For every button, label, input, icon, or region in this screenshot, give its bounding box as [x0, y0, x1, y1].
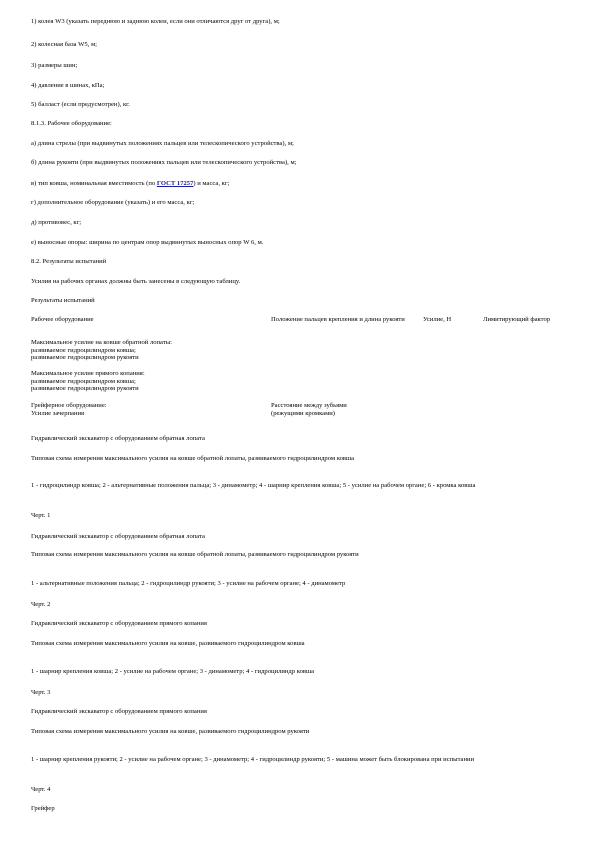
- param-track-width: 1) колея W3 (указать переднюю и заднюю колеи, если они отличаются друг от друга), м;: [31, 18, 280, 25]
- table-cell-force: [423, 402, 483, 417]
- table-cell-position: Расстояние между зубьями (режущими кромками): [271, 402, 347, 417]
- figure-3-caption: 1 - шарнир крепления ковша; 2 - усилие на рабочем органе; 3 - динамометр; 4 - гидроцилиндр ковша: [31, 668, 315, 675]
- param-extra-equipment: г) дополнительное оборудование (указать) и его масса, кг;: [31, 199, 195, 206]
- figure-4-title: Типовая схема измерения максимального усилия на ковше, развиваемого гидроцилиндром рукояти: [31, 728, 310, 735]
- table-cell-equipment: Максимальное усилие на ковше обратной лопаты: развиваемое гидроцилиндром ковша; развиваемое гидроцилиндром рукояти: [31, 339, 172, 361]
- param-wheelbase: 2) колесная база W5, м;: [31, 41, 97, 48]
- param-arm-length: б) длина рукояти (при выдвинутых положениях пальцев или телескопического устройства), м;: [31, 159, 297, 166]
- figure-4-heading: Гидравлический экскаватор с оборудованием прямого копания: [31, 708, 207, 715]
- section-heading-equipment: 8.1.3. Рабочее оборудование:: [31, 120, 112, 127]
- bucket-type-text: в) тип ковша, номинальная вместимость (по: [31, 180, 157, 187]
- figure-4-label: Черт. 4: [31, 786, 51, 793]
- table-row: [31, 402, 571, 417]
- table-cell-limiting-factor: [483, 338, 571, 370]
- table-row: [31, 338, 571, 370]
- bucket-type-text-end: ) и масса, кг;: [193, 180, 230, 187]
- param-boom-length: а) длина стрелы (при выдвинутых положениях пальцев или телескопического устройства), м;: [31, 140, 294, 147]
- param-bucket-type: [31, 180, 575, 188]
- results-table-title: Результаты испытаний: [31, 297, 95, 304]
- figure-2-caption: 1 - альтернативные положения пальца; 2 - гидроцилиндр рукояти; 3 - усилие на рабочем органе; 4 - динамометр: [31, 580, 346, 587]
- grab-heading: Грейфер: [31, 805, 55, 812]
- figure-4-caption: 1 - шарнир крепления рукояти; 2 - усилие на рабочем органе; 3 - динамометр; 4 - гидроцилиндр рукояти; 5 - машина может быть блокирована при испытании: [31, 756, 475, 763]
- section-heading-results: 8.2. Результаты испытаний: [31, 258, 107, 265]
- param-tire-size: 3) размеры шин;: [31, 62, 78, 69]
- table-header-limiting-factor: Лимитирующий фактор: [483, 316, 551, 323]
- param-tire-pressure: 4) давление в шинах, кПа;: [31, 82, 105, 89]
- table-cell-equipment: Грейферное оборудование: Усилие зачерпания: [31, 402, 107, 417]
- param-ballast: 5) балласт (если предусмотрен), кг.: [31, 101, 130, 108]
- param-counterweight: д) противовес, кг;: [31, 219, 82, 226]
- figure-1-heading: Гидравлический экскаватор с оборудованием обратная лопата: [31, 435, 205, 442]
- table-cell-position: [271, 370, 423, 402]
- figure-3-label: Черт. 3: [31, 689, 51, 696]
- table-row: [31, 370, 571, 402]
- table-cell-force: [423, 370, 483, 402]
- param-outriggers: е) выносные опоры: ширина по центрам опор выдвинутых выносных опор W 6, м.: [31, 239, 264, 246]
- figure-2-label: Черт. 2: [31, 601, 51, 608]
- figure-1-caption: 1 - гидроцилиндр ковша; 2 - альтернативные положения пальца; 3 - динамометр; 4 - шарнир крепления ковша; 5 - усилие на рабочем органе; 6 - кромка ковша: [31, 482, 476, 489]
- table-header-force: Усилие, Н: [423, 316, 452, 323]
- figure-2-heading: Гидравлический экскаватор с оборудованием обратная лопата: [31, 533, 205, 540]
- gost-17257-link[interactable]: ГОСТ 17257: [156, 180, 194, 187]
- table-cell-force: [423, 338, 483, 370]
- results-table: [31, 316, 571, 417]
- figure-1-title: Типовая схема измерения максимального усилия на ковше обратной лопаты, развиваемого гидроцилиндром ковша: [31, 455, 354, 462]
- table-header-position: Положение пальцев крепления и длина рукояти: [271, 316, 405, 323]
- figure-3-title: Типовая схема измерения максимального усилия на ковше, развиваемого гидроцилиндром ковша: [31, 640, 305, 647]
- figure-2-title: Типовая схема измерения максимального усилия на ковше обратной лопаты, развиваемого гидроцилиндром рукояти: [31, 551, 359, 558]
- table-cell-limiting-factor: [483, 402, 571, 417]
- table-cell-position: [271, 338, 423, 370]
- table-header-equipment: Рабочее оборудование: [31, 316, 94, 323]
- table-header-row: [31, 316, 571, 338]
- figure-1-label: Черт. 1: [31, 512, 51, 519]
- table-cell-limiting-factor: [483, 370, 571, 402]
- table-cell-equipment: Максимальное усилие прямого копания: развиваемое гидроцилиндром ковша; развиваемое гидроцилиндром рукояти: [31, 370, 145, 392]
- figure-3-heading: Гидравлический экскаватор с оборудованием прямого копания: [31, 620, 207, 627]
- results-intro-text: Усилия на рабочих органах должны быть занесены в следующую таблицу.: [31, 278, 241, 285]
